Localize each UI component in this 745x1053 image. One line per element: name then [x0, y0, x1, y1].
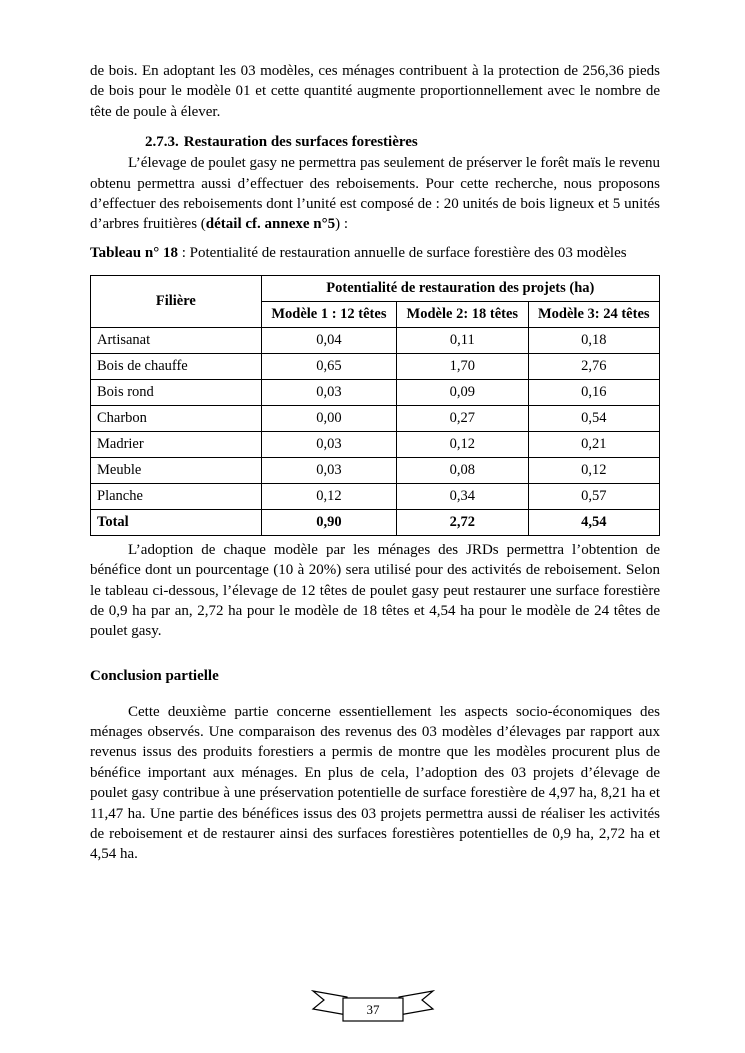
table-header-row-group — [91, 275, 660, 301]
table-header-model-1: Modèle 1 : 12 têtes — [261, 301, 396, 327]
cell-value: 0,08 — [397, 457, 528, 483]
row-label: Bois de chauffe — [91, 353, 262, 379]
cell-value: 0,65 — [261, 353, 396, 379]
table-caption-text: : Potentialité de restauration annuelle de surface forestière des 03 modèles — [177, 244, 627, 261]
cell-value: 0,12 — [397, 431, 528, 457]
cell-value: 0,04 — [261, 327, 396, 353]
table-caption-label: Tableau n° 18 — [90, 244, 178, 261]
table-body — [91, 327, 660, 535]
cell-value: 4,54 — [528, 509, 659, 535]
paragraph-adoption: L’adoption de chaque modèle par les ménages des JRDs permettra l’obtention de bénéfice dont un pourcentage (10 à 20%) sera utilisé pour des activités de reboisement. Selon le tableau ci-dessous, l’élevage de 12 têtes de poulet gasy peut restaurer une surface forestière de 0,9 ha par an, 2,72 ha pour le modèle de 18 têtes et 4,54 ha pour le modèle de 24 têtes de poulet gasy. — [90, 541, 660, 640]
cell-value: 0,16 — [528, 379, 659, 405]
row-label: Madrier — [91, 431, 262, 457]
row-label: Artisanat — [91, 327, 262, 353]
paragraph-conclusion: Cette deuxième partie concerne essentiellement les aspects socio-économiques des ménages observés. Une comparaison des revenus des 03 modèles d’élevages par rapport aux revenus issus des produits forestiers a permis de montre que les modèles procurent plus de bénéfice important aux ménages. En plus de cela, l’adoption des 03 projets d’élevage de poulet gasy contribue à une préservation potentielle de surface forestière de 4,97 ha, 8,21 ha et 11,47 ha. Une partie des bénéfices issus des 03 projets permettra aussi de réaliser les activités de reboisement et de restaurer ainsi des surfaces forestières potentielles de 0,9 ha, 2,72 ha et 4,54 ha. — [90, 703, 660, 863]
cell-value: 0,57 — [528, 483, 659, 509]
cell-value: 0,09 — [397, 379, 528, 405]
table-header-group: Potentialité de restauration des projets (ha) — [261, 275, 659, 301]
cell-value: 2,72 — [397, 509, 528, 535]
table-row-madrier — [91, 431, 660, 457]
annexe-reference: détail cf. annexe n°5 — [205, 216, 336, 233]
restoration-table — [90, 275, 660, 536]
table-row-total — [91, 509, 660, 535]
cell-value: 0,34 — [397, 483, 528, 509]
page-content — [90, 61, 660, 865]
cell-value: 0,03 — [261, 379, 396, 405]
row-label: Total — [91, 509, 262, 535]
table-row-artisanat — [91, 327, 660, 353]
ribbon-right-wing — [399, 991, 433, 1015]
row-label: Planche — [91, 483, 262, 509]
page-number-ribbon — [311, 987, 435, 1027]
table-row-charbon — [91, 405, 660, 431]
paragraph-reboisement-end: ) : — [335, 216, 349, 233]
table-head — [91, 275, 660, 327]
page-number: 37 — [366, 1002, 379, 1017]
row-label: Charbon — [91, 405, 262, 431]
row-label: Bois rond — [91, 379, 262, 405]
table-row-meuble — [91, 457, 660, 483]
table-row-bois-rond — [91, 379, 660, 405]
page-footer — [0, 987, 745, 1027]
cell-value: 0,54 — [528, 405, 659, 431]
cell-value: 0,27 — [397, 405, 528, 431]
cell-value: 1,70 — [397, 353, 528, 379]
table-row-planche — [91, 483, 660, 509]
cell-value: 0,90 — [261, 509, 396, 535]
cell-value: 0,03 — [261, 431, 396, 457]
cell-value: 0,12 — [528, 457, 659, 483]
cell-value: 0,21 — [528, 431, 659, 457]
table-header-filiere: Filière — [91, 275, 262, 327]
cell-value: 0,18 — [528, 327, 659, 353]
cell-value: 0,12 — [261, 483, 396, 509]
cell-value: 0,03 — [261, 457, 396, 483]
section-title: Restauration des surfaces forestières — [183, 134, 418, 151]
paragraph-reboisement — [90, 153, 660, 235]
cell-value: 2,76 — [528, 353, 659, 379]
conclusion-heading: Conclusion partielle — [90, 667, 219, 684]
paragraph-reboisement-text: L’élevage de poulet gasy ne permettra pas seulement de préserver le forêt maïs le revenu obtenu permettra aussi d’effectuer des reboisements. Pour cette recherche, nous proposons d’effectuer des reboisements dont l’unité est composé de : 20 unités de bois ligneux et 5 unités d’arbres fruitières ( — [90, 155, 660, 233]
section-number: 2.7.3. — [145, 134, 179, 151]
cell-value: 0,11 — [397, 327, 528, 353]
cell-value: 0,00 — [261, 405, 396, 431]
table-caption — [90, 245, 660, 262]
table-header-model-3: Modèle 3: 24 têtes — [528, 301, 659, 327]
ribbon-left-wing — [313, 991, 347, 1015]
paragraph-intro: de bois. En adoptant les 03 modèles, ces ménages contribuent à la protection de 256,36 pieds de bois pour le modèle 01 et cette quantité augmente proportionnellement avec le nombre de tête de poule à élever. — [90, 63, 660, 120]
row-label: Meuble — [91, 457, 262, 483]
table-row-bois-de-chauffe — [91, 353, 660, 379]
table-header-model-2: Modèle 2: 18 têtes — [397, 301, 528, 327]
section-heading — [90, 134, 660, 151]
